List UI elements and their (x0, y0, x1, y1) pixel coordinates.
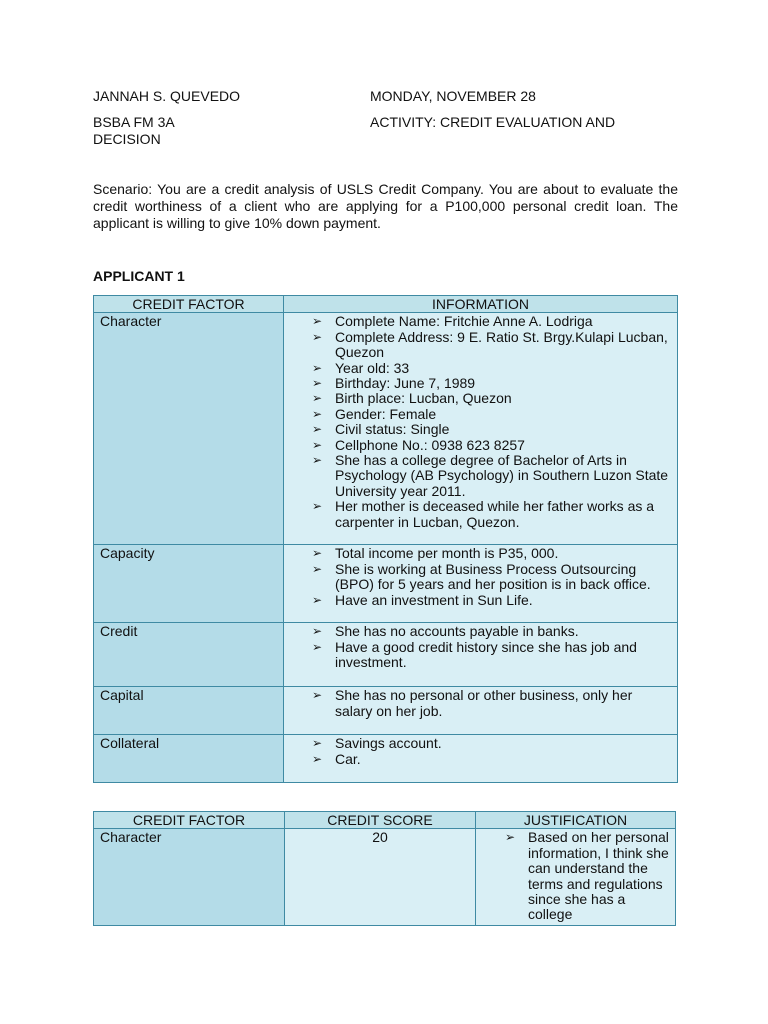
applicant-heading: APPLICANT 1 (93, 268, 185, 284)
information-cell (284, 545, 678, 623)
arrow-bullet-icon: ➢ (312, 561, 323, 576)
information-list (290, 314, 669, 530)
list-item-text: Complete Name: Fritchie Anne A. Lodriga (335, 313, 593, 330)
arrow-bullet-icon: ➢ (505, 830, 516, 845)
list-item-text: Car. (335, 750, 361, 767)
list-item (312, 375, 669, 392)
course-section: BSBA FM 3A (93, 114, 175, 130)
column-header: CREDIT SCORE (285, 812, 476, 829)
arrow-bullet-icon: ➢ (312, 329, 323, 344)
list-item (312, 591, 669, 608)
information-list (290, 546, 669, 608)
list-item-text: She has no accounts payable in banks. (335, 623, 579, 640)
table-header-row (94, 296, 678, 313)
list-item-text: She has no personal or other business, only her salary on her job. (335, 687, 633, 719)
information-cell (284, 735, 678, 783)
list-item-text: Savings account. (335, 735, 442, 752)
arrow-bullet-icon: ➢ (312, 453, 323, 468)
column-header: JUSTIFICATION (476, 812, 676, 829)
table-row (94, 545, 678, 623)
arrow-bullet-icon: ➢ (312, 314, 323, 329)
credit-factor-cell: Character (94, 313, 284, 545)
credit-factor-cell: Collateral (94, 735, 284, 783)
list-item-text: Have an investment in Sun Life. (335, 591, 533, 608)
list-item (312, 313, 669, 330)
table-row (94, 623, 678, 687)
list-item (312, 687, 669, 719)
list-item-text: Cellphone No.: 0938 623 8257 (335, 436, 525, 453)
information-cell (284, 687, 678, 735)
list-item (312, 735, 669, 752)
list-item (312, 390, 669, 407)
column-header: CREDIT FACTOR (94, 296, 284, 313)
list-item-text: Birthday: June 7, 1989 (335, 375, 476, 392)
list-item-text: Total income per month is P35, 000. (335, 545, 559, 562)
list-item (312, 452, 669, 499)
list-item-text: She is working at Business Process Outsourcing (BPO) for 5 years and her position is in back office. (335, 560, 651, 593)
arrow-bullet-icon: ➢ (312, 360, 323, 375)
arrow-bullet-icon: ➢ (312, 639, 323, 654)
list-item-text: Civil status: Single (335, 421, 450, 438)
activity-title: ACTIVITY: CREDIT EVALUATION AND (370, 114, 616, 130)
credit-information-table (93, 295, 678, 783)
arrow-bullet-icon: ➢ (312, 437, 323, 452)
credit-factor-cell: Character (94, 829, 285, 925)
arrow-bullet-icon: ➢ (312, 406, 323, 421)
list-item (312, 638, 669, 671)
student-name: JANNAH S. QUEVEDO (93, 88, 241, 104)
arrow-bullet-icon: ➢ (312, 422, 323, 437)
list-item-text: Have a good credit history since she has job and investment. (335, 638, 637, 671)
arrow-bullet-icon: ➢ (312, 391, 323, 406)
table-row (94, 687, 678, 735)
list-item-text: Birth place: Lucban, Quezon (335, 390, 512, 407)
list-item (312, 405, 669, 422)
information-list (290, 624, 669, 670)
table-row (94, 829, 676, 925)
arrow-bullet-icon: ➢ (312, 376, 323, 391)
arrow-bullet-icon: ➢ (312, 546, 323, 561)
document-date: MONDAY, NOVEMBER 28 (370, 88, 536, 104)
table-row (94, 313, 678, 545)
list-item (312, 545, 669, 562)
information-list (290, 688, 669, 719)
credit-score-cell: 20 (285, 829, 476, 925)
list-item (312, 421, 669, 438)
list-item-text: Complete Address: 9 E. Ratio St. Brgy.Kulapi Lucban, Quezon (335, 328, 668, 361)
information-cell (284, 313, 678, 545)
justification-list (482, 830, 669, 922)
credit-factor-cell: Capital (94, 687, 284, 735)
table-header-row (94, 812, 676, 829)
list-item (312, 623, 669, 640)
list-item (312, 750, 669, 767)
arrow-bullet-icon: ➢ (312, 499, 323, 514)
arrow-bullet-icon: ➢ (312, 751, 323, 766)
list-item (312, 498, 669, 530)
information-list (290, 736, 669, 767)
list-item-text: Her mother is deceased while her father works as a carpenter in Lucban, Quezon. (335, 498, 655, 530)
column-header: CREDIT FACTOR (94, 812, 285, 829)
table-row (94, 735, 678, 783)
list-item-text: Year old: 33 (335, 359, 410, 376)
scenario-paragraph: Scenario: You are a credit analysis of USLS Credit Company. You are about to evaluate the credit worthiness of a client who are applying for a P100,000 personal credit loan. The applicant is willing to give 10% down payment. (93, 181, 678, 231)
list-item (312, 328, 669, 361)
column-header: INFORMATION (284, 296, 678, 313)
list-item-text: She has a college degree of Bachelor of Arts in Psychology (AB Psychology) in Southern Luzon State University year 2011. (335, 452, 669, 499)
credit-score-table (93, 811, 676, 926)
list-item-text: Gender: Female (335, 405, 437, 422)
information-cell (284, 623, 678, 687)
arrow-bullet-icon: ➢ (312, 688, 323, 703)
arrow-bullet-icon: ➢ (312, 592, 323, 607)
list-item (312, 359, 669, 376)
justification-cell (476, 829, 676, 925)
arrow-bullet-icon: ➢ (312, 624, 323, 639)
list-item (312, 436, 669, 453)
list-item (505, 829, 669, 923)
list-item-text: Based on her personal information, I think she can understand the terms and regulations since she has a college (528, 829, 669, 923)
credit-factor-cell: Credit (94, 623, 284, 687)
activity-title-continued: DECISION (93, 131, 161, 147)
list-item (312, 560, 669, 593)
arrow-bullet-icon: ➢ (312, 736, 323, 751)
credit-factor-cell: Capacity (94, 545, 284, 623)
